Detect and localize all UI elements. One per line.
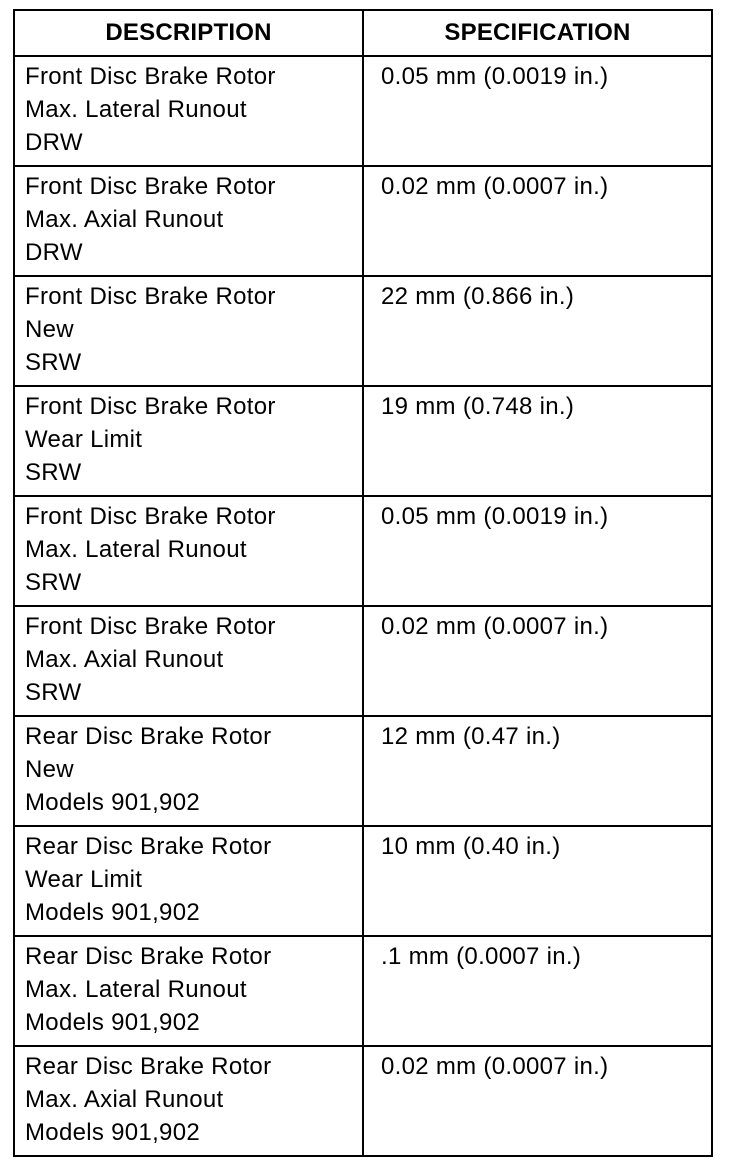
description-line: Max. Lateral Runout [25, 536, 247, 563]
specification-cell: 0.05 mm (0.0019 in.) [363, 56, 712, 166]
specification-cell: 12 mm (0.47 in.) [363, 716, 712, 826]
description-line: Front Disc Brake Rotor [25, 613, 276, 640]
header-specification: SPECIFICATION [363, 10, 712, 56]
description-line: Wear Limit [25, 426, 143, 453]
description-cell [14, 276, 363, 386]
description-line: SRW [25, 349, 82, 376]
table-row [14, 166, 712, 276]
description-line: Models 901,902 [25, 789, 200, 816]
description-line: Models 901,902 [25, 1009, 200, 1036]
table-row [14, 1046, 712, 1156]
specification-cell: 0.02 mm (0.0007 in.) [363, 606, 712, 716]
header-row [14, 10, 712, 56]
description-line: Max. Axial Runout [25, 646, 224, 673]
description-cell [14, 826, 363, 936]
table-row [14, 386, 712, 496]
table-header [14, 10, 712, 56]
description-line: DRW [25, 129, 83, 156]
description-line: SRW [25, 459, 82, 486]
description-line: Max. Axial Runout [25, 1086, 224, 1113]
table-row [14, 276, 712, 386]
description-cell [14, 386, 363, 496]
description-line: DRW [25, 239, 83, 266]
description-line: Max. Lateral Runout [25, 976, 247, 1003]
specification-cell: 0.02 mm (0.0007 in.) [363, 166, 712, 276]
table-row [14, 606, 712, 716]
description-line: Front Disc Brake Rotor [25, 63, 276, 90]
specification-cell: .1 mm (0.0007 in.) [363, 936, 712, 1046]
specification-cell: 22 mm (0.866 in.) [363, 276, 712, 386]
table-body [14, 56, 712, 1156]
specification-cell: 0.05 mm (0.0019 in.) [363, 496, 712, 606]
description-line: SRW [25, 569, 82, 596]
description-cell [14, 716, 363, 826]
brake-rotor-spec-table [13, 9, 713, 1157]
description-line: Rear Disc Brake Rotor [25, 833, 272, 860]
description-line: Front Disc Brake Rotor [25, 283, 276, 310]
description-line: SRW [25, 679, 82, 706]
description-line: Models 901,902 [25, 899, 200, 926]
description-line: Front Disc Brake Rotor [25, 393, 276, 420]
description-cell [14, 936, 363, 1046]
specification-cell: 19 mm (0.748 in.) [363, 386, 712, 496]
description-cell [14, 606, 363, 716]
description-cell [14, 56, 363, 166]
table-row [14, 826, 712, 936]
table-row [14, 56, 712, 166]
header-description: DESCRIPTION [14, 10, 363, 56]
description-line: New [25, 756, 74, 783]
description-line: Models 901,902 [25, 1119, 200, 1146]
specification-cell: 0.02 mm (0.0007 in.) [363, 1046, 712, 1156]
description-line: Wear Limit [25, 866, 143, 893]
specification-cell: 10 mm (0.40 in.) [363, 826, 712, 936]
description-cell [14, 496, 363, 606]
table-row [14, 936, 712, 1046]
description-line: Front Disc Brake Rotor [25, 503, 276, 530]
table-row [14, 716, 712, 826]
description-line: Front Disc Brake Rotor [25, 173, 276, 200]
description-cell [14, 1046, 363, 1156]
description-line: Rear Disc Brake Rotor [25, 1053, 272, 1080]
table-row [14, 496, 712, 606]
description-line: Max. Axial Runout [25, 206, 224, 233]
description-line: New [25, 316, 74, 343]
description-line: Max. Lateral Runout [25, 96, 247, 123]
description-cell [14, 166, 363, 276]
description-line: Rear Disc Brake Rotor [25, 943, 272, 970]
description-line: Rear Disc Brake Rotor [25, 723, 272, 750]
